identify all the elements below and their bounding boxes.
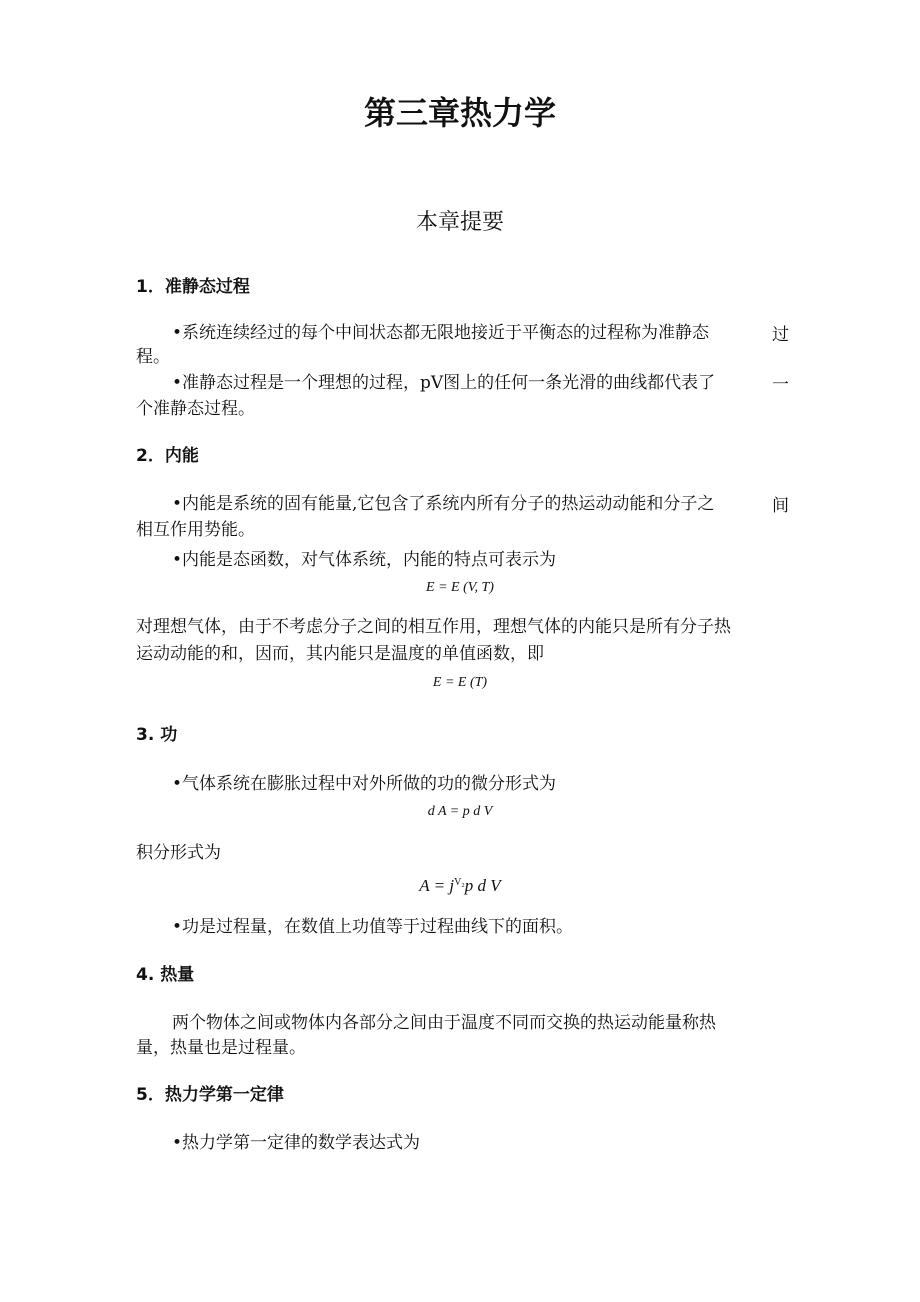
equation-left: A = j (419, 876, 455, 895)
paragraph-line: 积分形式为 (136, 843, 221, 863)
equation-sup: V₂ (454, 877, 465, 888)
paragraph-line: 运动动能的和，因而，其内能只是温度的单值函数，即 (136, 644, 544, 664)
paragraph-line: •功是过程量，在数值上功值等于过程曲线下的面积。 (172, 917, 574, 937)
section-title: 本章提要 (415, 210, 504, 235)
paragraph-line: •气体系统在膨胀过程中对外所做的功的微分形式为 (172, 774, 557, 794)
paragraph-line: •热力学第一定律的数学表达式为 (172, 1133, 421, 1153)
paragraph-line-tail: 一 (772, 375, 789, 395)
paragraph-line: 程。 (136, 347, 170, 367)
paragraph-line-tail: 过 (772, 325, 789, 345)
heading-first-law: 5．热力学第一定律 (136, 1085, 284, 1105)
heading-quasistatic: 1．准静态过程 (136, 277, 250, 297)
paragraph-line: 量，热量也是过程量。 (136, 1038, 306, 1058)
equation-work-differential: d A = p d V (427, 804, 493, 819)
paragraph-line: 对理想气体，由于不考虑分子之间的相互作用，理想气体的内能只是所有分子热 (136, 617, 731, 637)
paragraph-line: •系统连续经过的每个中间状态都无限地接近于平衡态的过程称为准静态 (172, 323, 710, 343)
paragraph-line: •内能是系统的固有能量,它包含了系统内所有分子的热运动动能和分子之 (172, 494, 715, 514)
page-title: 第三章热力学 (363, 94, 556, 132)
paragraph-line: •准静态过程是一个理想的过程，pV图上的任何一条光滑的曲线都代表了 (172, 373, 716, 393)
equation-work-integral (0, 876, 920, 896)
paragraph-line-tail: 间 (772, 496, 789, 516)
heading-internal-energy: 2．内能 (136, 446, 199, 466)
paragraph-line: 两个物体之间或物体内各部分之间由于温度不同而交换的热运动能量称热 (172, 1013, 716, 1033)
equation-internal-energy: E = E (V, T) (426, 580, 494, 595)
paragraph-line: 相互作用势能。 (136, 520, 255, 540)
heading-heat: 4. 热量 (136, 965, 195, 985)
heading-work: 3. 功 (136, 725, 178, 745)
paragraph-line: •内能是态函数，对气体系统，内能的特点可表示为 (172, 550, 557, 570)
paragraph-line: 个准静态过程。 (136, 399, 255, 419)
equation-ideal-gas-energy: E = E (T) (432, 675, 488, 690)
equation-right: p d V (464, 876, 501, 895)
